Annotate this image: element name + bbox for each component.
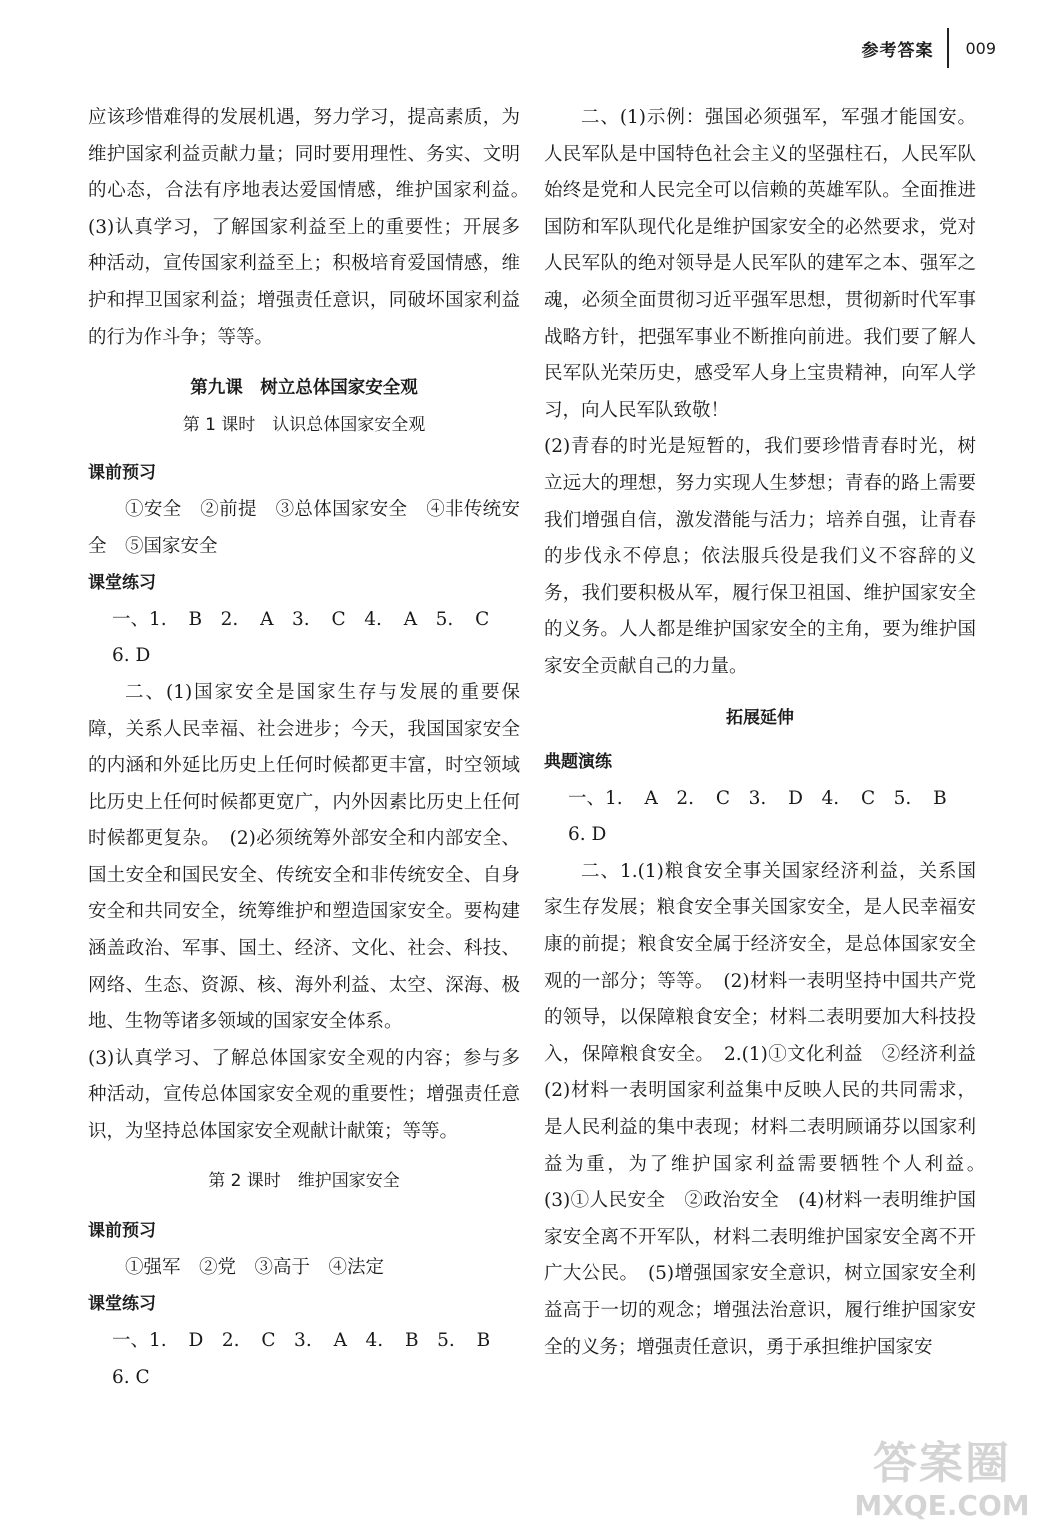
header-divider <box>947 28 949 68</box>
page-header <box>861 28 996 68</box>
practice-1-answer-3: (3)认真学习、了解总体国家安全观的内容；参与多种活动，宣传总体国家安全观的重要性；增强责任意识，为坚持总体国家安全观献计献策；等等。 <box>88 1047 520 1143</box>
continued-paragraph: 应该珍惜难得的发展机遇，努力学习，提高素质，为维护国家利益贡献力量；同时要用理性、务实、文明的心态，合法有序地表达爱国情感，维护国家利益。 (3)认真学习，了解国家利益至上的重要性；开展多种活动，宣传国家利益至上；积极培育爱国情感，维护和捍卫国家利益；增强责任意识，同破坏国家利益的行为作斗争；等等。 <box>88 107 539 348</box>
watermark-url: MXQE.COM <box>854 1489 1030 1522</box>
preview-2-answers: ①强军 ②党 ③高于 ④法定 <box>125 1256 385 1278</box>
page-number: 009 <box>965 38 996 58</box>
watermark-text: 答案圈 <box>873 1438 1011 1489</box>
drill-answer-paragraph: 二、1.(1)粮食安全事关国家经济利益，关系国家生存发展；粮食安全事关国家安全，是人民幸福安康的前提；粮食安全属于经济安全，是总体国家安全观的一部分；等等。 (2)材料一表明坚持中国共产党的领导，以保障粮食安全；材料二表明要加大科技投入，保障粮食安全。 2.(1)①文化利益 ②经济利益 (2)材料一表明国家利益集中反映人民的共同需求，是人民利益的集中表现；材料二表明顾诵芬以国家利益为重，为了维护国家利益需要牺牲个人利益。 (3)①人民安全 ②政治安全 (4)材料一表明维护国家安全离不开军队，材料二表明维护国家安全离不开广大公民。 (5)增强国家安全意识，树立国家安全利益高于一切的观念；增强法治意识，履行维护国家安全的义务；增强责任意识，勇于承担维护国家安 <box>544 860 995 1358</box>
class-2-title: 第 2 课时 维护国家安全 <box>208 1170 400 1191</box>
practice-2-label: 课堂练习 <box>88 1294 156 1315</box>
class-1-title: 第 1 课时 认识总体国家安全观 <box>182 414 426 435</box>
preview-2-label: 课前预习 <box>88 1221 156 1242</box>
preview-1-label: 课前预习 <box>88 463 156 484</box>
practice-1-answer-2: 二、(1)国家安全是国家生存与发展的重要保障，关系人民幸福、社会进步；今天，我国国家安全的内涵和外延比历史上任何时候都更丰富，时空领域比历史上任何时候都更宽广，内外因素比历史上任何时候都更复杂。 (2)必须统筹外部安全和内部安全、国土安全和国民安全、传统安全和非传统安全、自身安全和共同安全，统筹维护和塑造国家安全。要构建涵盖政治、军事、国土、经济、文化、社会、科技、网络、生态、资源、核、海外利益、太空、深海、极地、生物等诸多领域的国家安全体系。 <box>88 681 520 1033</box>
drill-label: 典题演练 <box>544 752 612 773</box>
drill-choice-answers-cont: 6. D <box>568 824 607 846</box>
preview-1-answers: ①安全 ②前提 ③总体国家安全 ④非传统安全 ⑤国家安全 <box>88 498 520 557</box>
left-column <box>88 100 539 1396</box>
practice-1-label: 课堂练习 <box>88 573 156 594</box>
lesson-title: 第九课 树立总体国家安全观 <box>190 378 418 399</box>
practice-2-answer-2-2: (2)青春的时光是短暂的，我们要珍惜青春时光，树立远大的理想，努力实现人生梦想；青春的路上需要我们增强自信，激发潜能与活力；培养自强，让青春的步伐永不停息；依法服兵役是我们义不容辞的义务，我们要积极从军，履行保卫祖国、维护国家安全的义务。人人都是维护国家安全的主角，要为维护国家安全贡献自己的力量。 <box>544 436 976 677</box>
practice-1-choice-answers-cont: 6. D <box>112 645 151 667</box>
extension-title: 拓展延伸 <box>726 707 794 728</box>
right-column <box>544 100 995 1366</box>
practice-2-choice-answers: 一、1. D 2. C 3. A 4. B 5. B <box>112 1330 491 1351</box>
practice-2-answer-2-1: 二、(1)示例：强国必须强军，军强才能国安。人民军队是中国特色社会主义的坚强柱石，人民军队始终是党和人民完全可以信赖的英雄军队。全面推进国防和军队现代化是维护国家安全的必然要求，党对人民军队的绝对领导是人民军队的建军之本、强军之魂，必须全面贯彻习近平强军思想，贯彻新时代军事战略方针，把强军事业不断推向前进。我们要了解人民军队光荣历史，感受军人身上宝贵精神，向军人学习，向人民军队致敬！ <box>544 107 976 421</box>
section-title: 参考答案 <box>861 40 934 61</box>
watermark-logo <box>842 1438 1042 1530</box>
drill-choice-answers: 一、1. A 2. C 3. D 4. C 5. B <box>568 787 947 809</box>
practice-2-choice-answers-cont: 6. C <box>112 1366 150 1388</box>
practice-1-choice-answers: 一、1. B 2. A 3. C 4. A 5. C <box>112 608 490 630</box>
